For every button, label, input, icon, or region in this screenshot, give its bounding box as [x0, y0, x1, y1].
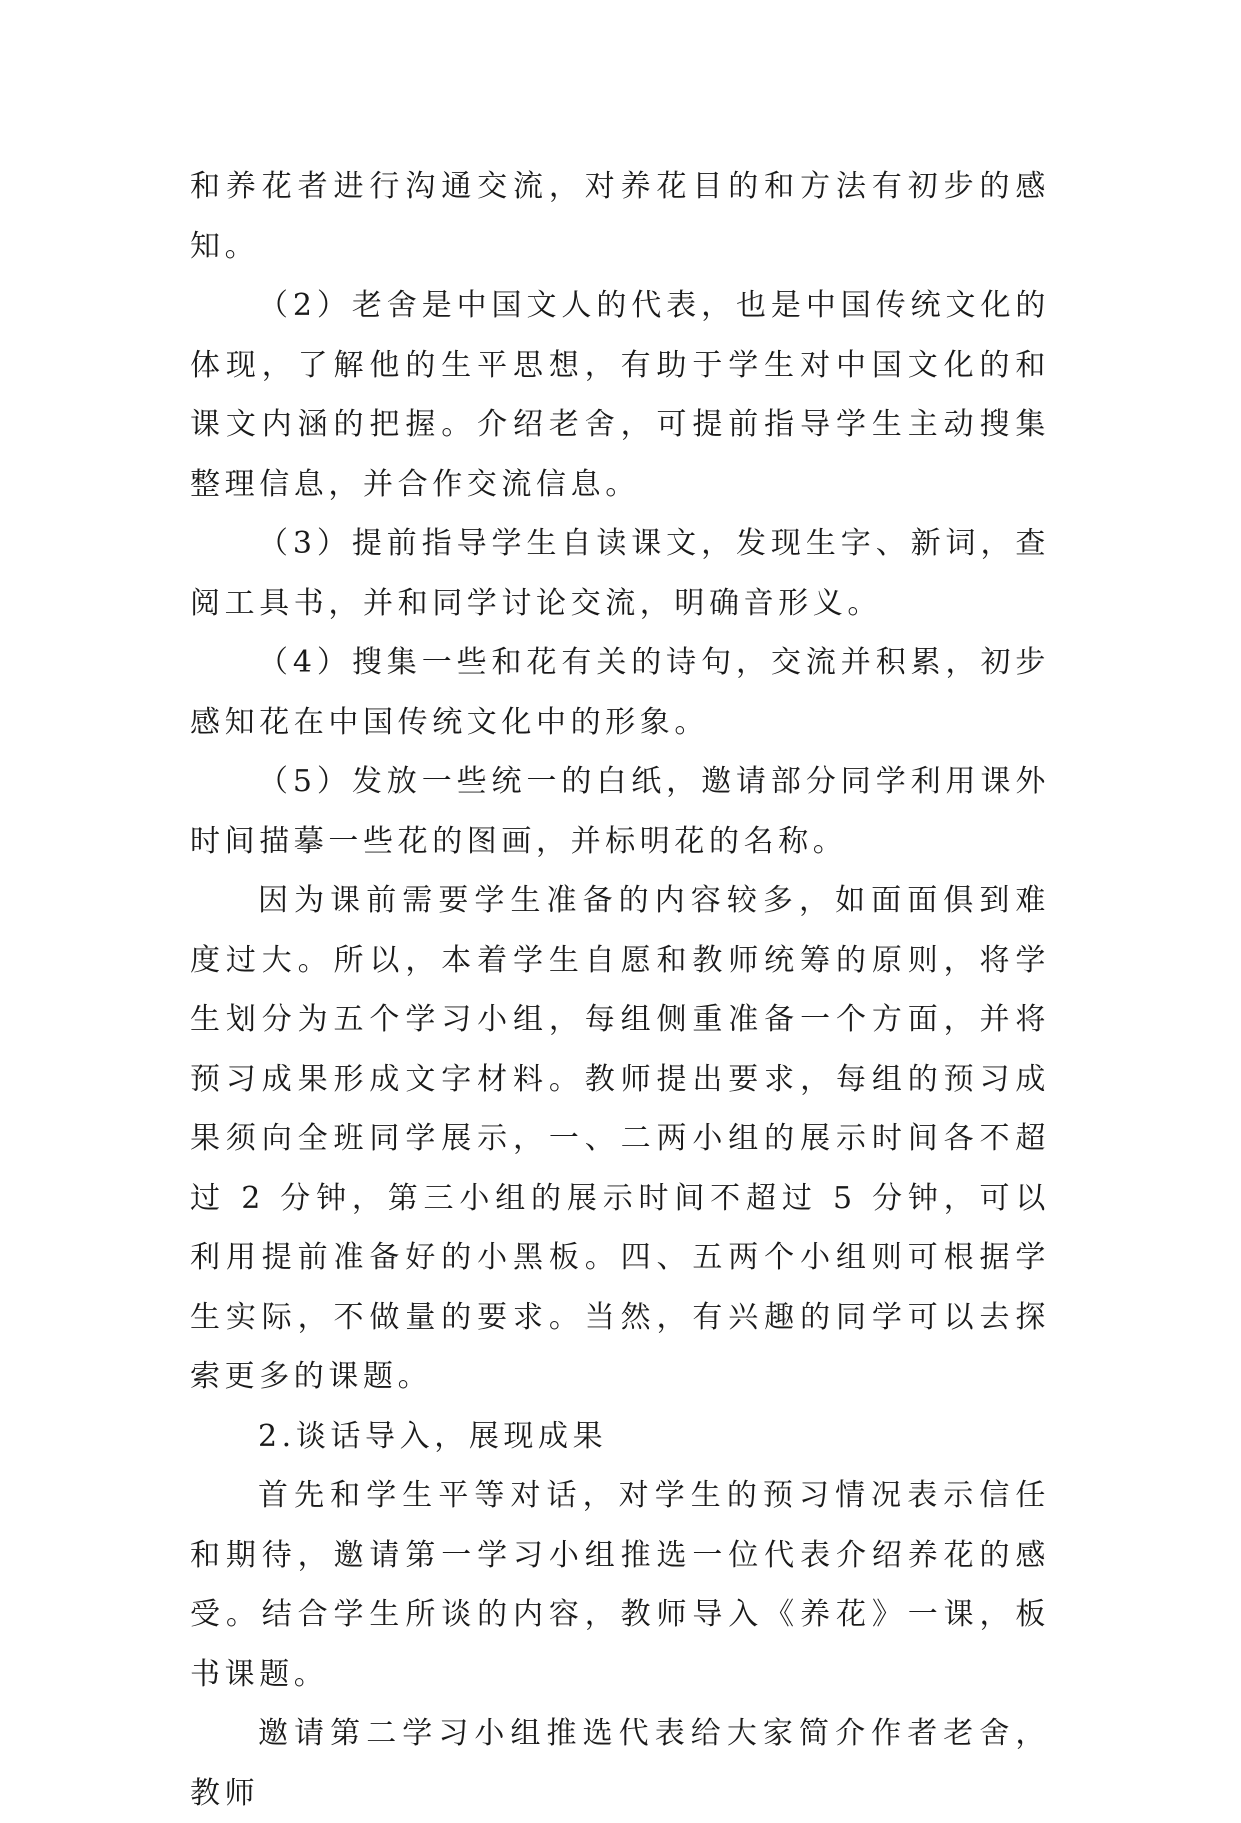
paragraph-item-5: （5）发放一些统一的白纸，邀请部分同学利用课外时间描摹一些花的图画，并标明花的名称。 [190, 764, 1050, 859]
paragraph-item-4: （4）搜集一些和花有关的诗句，交流并积累，初步感知花在中国传统文化中的形象。 [190, 645, 1050, 740]
document-body [190, 157, 1050, 1823]
paragraph-item-2: （2）老舍是中国文人的代表，也是中国传统文化的体现，了解他的生平思想，有助于学生对中国文化的和课文内涵的把握。介绍老舍，可提前指导学生主动搜集整理信息，并合作交流信息。 [190, 288, 1050, 502]
paragraph-group-arrangement: 因为课前需要学生准备的内容较多，如面面俱到难度过大。所以，本着学生自愿和教师统筹的原则，将学生划分为五个学习小组，每组侧重准备一个方面，并将预习成果形成文字材料。教师提出要求，每组的预习成果须向全班同学展示，一、二两小组的展示时间各不超过 2 分钟，第三小组的展示时间不超过 5 分钟，可以利用提前准备好的小黑板。四、五两个小组则可根据学生实际，不做量的要求。当然，有兴趣的同学可以去探索更多的课题。 [190, 883, 1050, 1394]
paragraph-dialogue-intro: 首先和学生平等对话，对学生的预习情况表示信任和期待，邀请第一学习小组推选一位代表介绍养花的感受。结合学生所谈的内容，教师导入《养花》一课，板书课题。 [190, 1478, 1050, 1692]
paragraph-continuation: 和养花者进行沟通交流，对养花目的和方法有初步的感知。 [190, 169, 1050, 264]
paragraph-item-3: （3）提前指导学生自读课文，发现生字、新词，查阅工具书，并和同学讨论交流，明确音形义。 [190, 526, 1050, 621]
section-heading-2: 2.谈话导入，展现成果 [258, 1418, 608, 1454]
paragraph-author-intro: 邀请第二学习小组推选代表给大家简介作者老舍，教师 [190, 1716, 1050, 1811]
